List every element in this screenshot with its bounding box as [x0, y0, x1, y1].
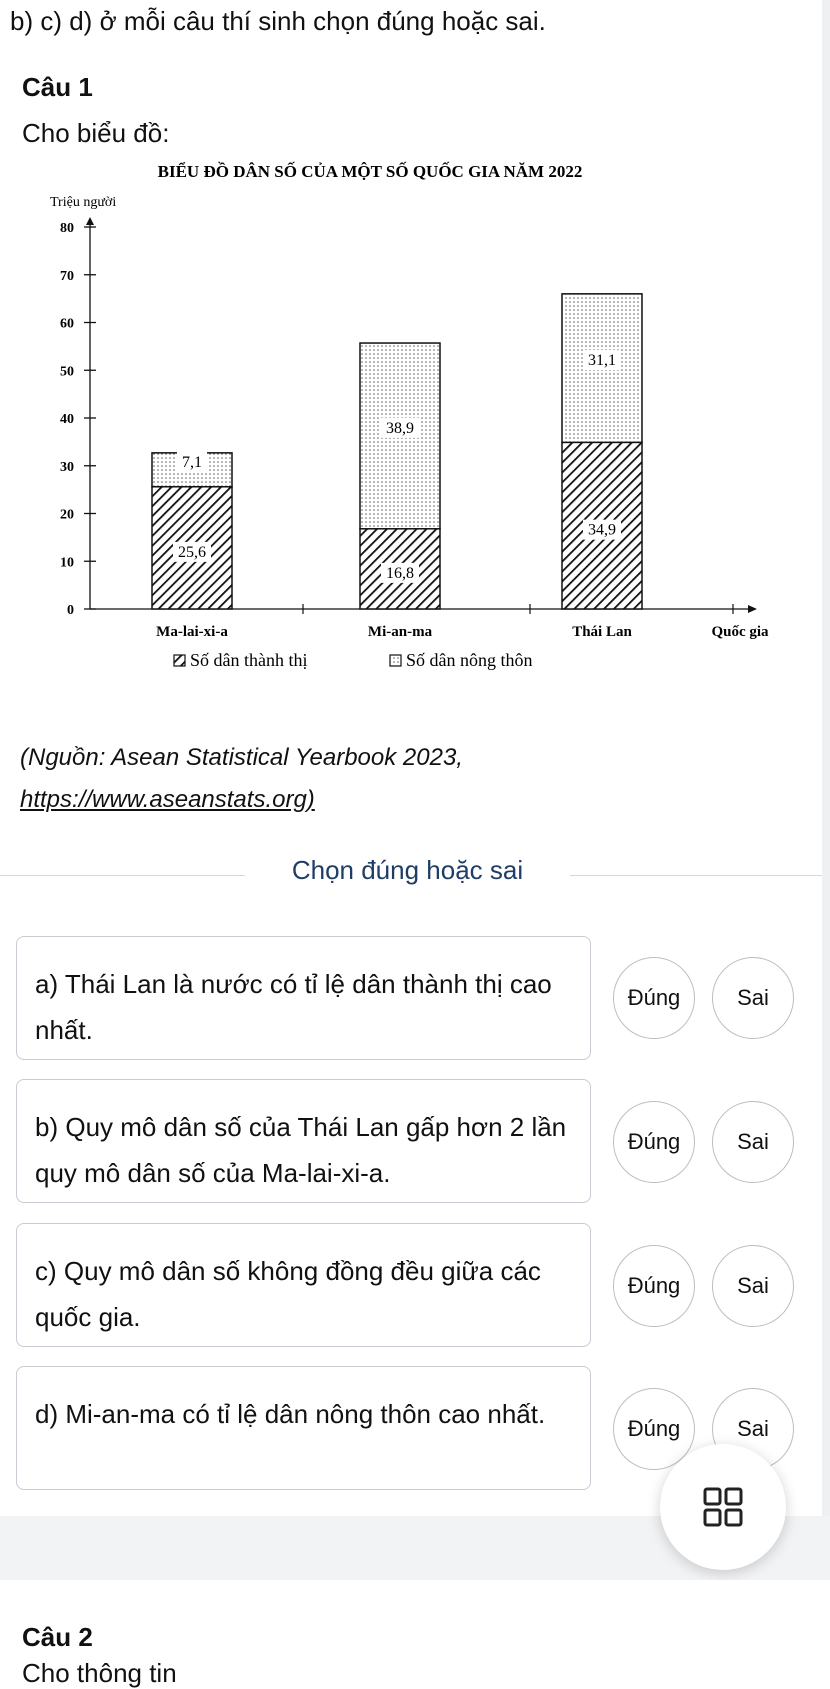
y-axis-label: Triệu người [50, 195, 117, 210]
divider-right [570, 875, 822, 876]
data-label: 34,9 [588, 521, 616, 539]
statement-d-true-button[interactable]: Đúng [613, 1388, 695, 1470]
y-axis-arrow [86, 217, 94, 225]
y-tick-label: 80 [60, 221, 74, 236]
question-text: Cho biểu đồ: [22, 118, 170, 148]
grid-icon [703, 1487, 743, 1527]
category-label: Mi-an-ma [367, 624, 433, 640]
statement-b-false-button[interactable]: Sai [712, 1101, 794, 1183]
data-label: 31,1 [588, 352, 616, 370]
y-tick-label: 20 [60, 507, 74, 523]
data-label: 16,8 [386, 564, 414, 582]
y-tick-label: 10 [60, 555, 74, 571]
y-tick-label: 40 [60, 412, 74, 427]
category-label: Ma-lai-xi-a [156, 624, 228, 640]
legend-label: Số dân nông thôn [406, 650, 533, 670]
legend-swatch [174, 655, 185, 666]
question-title: Câu 1 [22, 72, 93, 102]
source-note [20, 737, 463, 821]
statement-c-true-button[interactable]: Đúng [613, 1245, 695, 1327]
next-question-text: Cho thông tin [22, 1658, 177, 1688]
y-tick-label: 50 [60, 364, 74, 380]
data-label: 7,1 [182, 453, 202, 471]
x-axis-label: Quốc gia [711, 624, 769, 640]
section-label: Chọn đúng hoặc sai [291, 855, 524, 885]
statement-a-card [16, 936, 591, 1060]
data-label: 25,6 [178, 543, 206, 561]
y-tick-label: 60 [60, 316, 74, 332]
legend-label: Số dân thành thị [190, 650, 308, 670]
y-tick-label: 70 [60, 268, 74, 284]
scroll-track [822, 0, 830, 1516]
statement-d-text: d) Mi-an-ma có tỉ lệ dân nông thôn cao nhất. [35, 1399, 546, 1429]
next-question-title: Câu 2 [22, 1622, 93, 1652]
statement-b-text: b) Quy mô dân số của Thái Lan gấp hơn 2 lần quy mô dân số của Ma-lai-xi-a. [35, 1112, 567, 1188]
population-chart [40, 152, 800, 732]
chart-title: BIỂU ĐỒ DÂN SỐ CỦA MỘT SỐ QUỐC GIA NĂM 2022 [157, 162, 583, 181]
statement-b-card [16, 1079, 591, 1203]
question-grid-button[interactable] [660, 1444, 786, 1570]
statement-a-text: a) Thái Lan là nước có tỉ lệ dân thành thị cao nhất. [35, 969, 552, 1045]
data-label: 38,9 [386, 419, 414, 437]
source-text: (Nguồn: Asean Statistical Yearbook 2023, [20, 744, 463, 771]
statement-c-false-button[interactable]: Sai [712, 1245, 794, 1327]
statement-d-false-button[interactable]: Sai [712, 1388, 794, 1470]
divider-left [0, 875, 245, 876]
legend-swatch [390, 655, 401, 666]
source-link[interactable]: https://www.aseanstats.org) [20, 786, 315, 813]
statement-d-card [16, 1366, 591, 1490]
statement-c-text: c) Quy mô dân số không đồng đều giữa các quốc gia. [35, 1256, 541, 1332]
statement-b-true-button[interactable]: Đúng [613, 1101, 695, 1183]
category-label: Thái Lan [572, 624, 632, 640]
y-tick-label: 0 [67, 603, 74, 618]
statement-a-false-button[interactable]: Sai [712, 957, 794, 1039]
intro-text: b) c) d) ở mỗi câu thí sinh chọn đúng hoặc sai. [10, 6, 546, 36]
statement-a-true-button[interactable]: Đúng [613, 957, 695, 1039]
y-tick-label: 30 [60, 459, 74, 475]
statement-c-card [16, 1223, 591, 1347]
x-axis-arrow [748, 605, 757, 613]
